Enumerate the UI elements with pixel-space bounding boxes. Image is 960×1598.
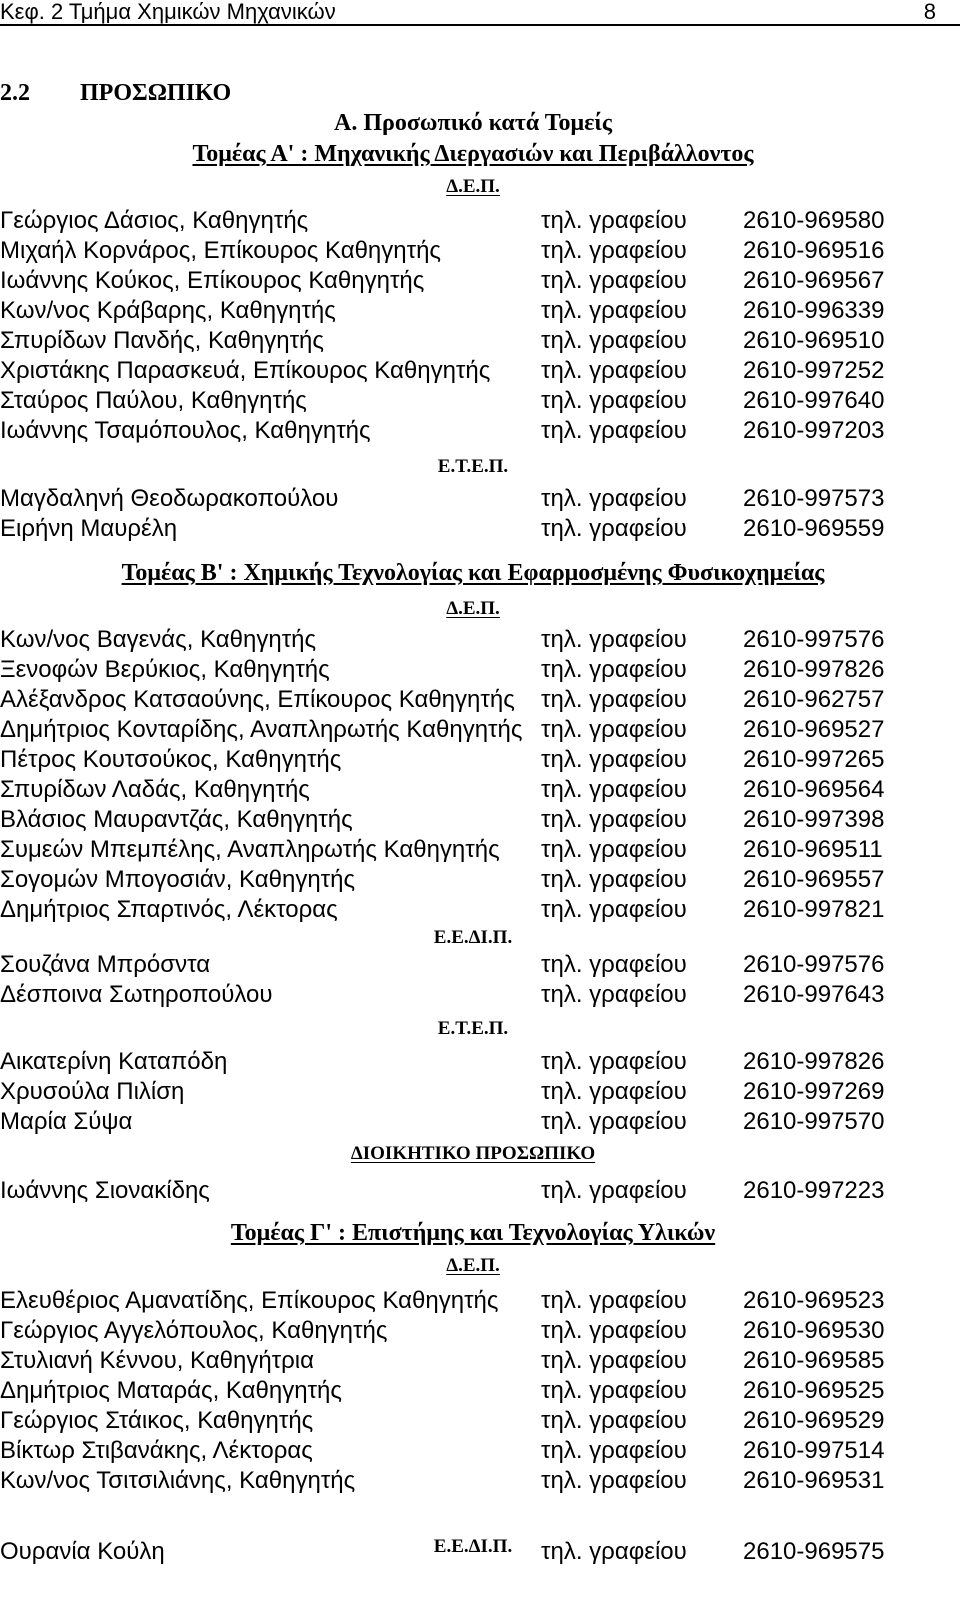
office-phone-label: τηλ. γραφείου bbox=[541, 207, 687, 234]
phone-number: 2610-997203 bbox=[743, 417, 885, 444]
staff-entry bbox=[0, 775, 900, 805]
staff-entry bbox=[0, 805, 900, 835]
phone-number: 2610-997223 bbox=[743, 1177, 885, 1204]
chapter-title: Κεφ. 2 Τμήμα Χημικών Μηχανικών bbox=[0, 0, 336, 24]
office-phone-label: τηλ. γραφείου bbox=[541, 686, 687, 713]
staff-name: Σταύρος Παύλου, Καθηγητής bbox=[0, 387, 307, 414]
phone-number: 2610-969559 bbox=[743, 515, 885, 542]
phone-number: 2610-997573 bbox=[743, 485, 885, 512]
phone-number: 2610-997576 bbox=[743, 951, 885, 978]
staff-entry bbox=[0, 950, 900, 980]
office-phone-label: τηλ. γραφείου bbox=[541, 1377, 687, 1404]
staff-name: Σογομών Μπογοσιάν, Καθηγητής bbox=[0, 866, 356, 893]
staff-name: Μαρία Σύψα bbox=[0, 1108, 133, 1135]
phone-number: 2610-997265 bbox=[743, 746, 885, 773]
office-phone-label: τηλ. γραφείου bbox=[541, 656, 687, 683]
office-phone-label: τηλ. γραφείου bbox=[541, 417, 687, 444]
staff-name: Κων/νος Βαγενάς, Καθηγητής bbox=[0, 626, 317, 653]
phone-number: 2610-969516 bbox=[743, 237, 885, 264]
staff-entry bbox=[0, 1047, 900, 1077]
phone-number: 2610-997640 bbox=[743, 387, 885, 414]
phone-number: 2610-997826 bbox=[743, 656, 885, 683]
staff-entry bbox=[0, 1316, 900, 1346]
staff-entry bbox=[0, 1376, 900, 1406]
staff-name: Σπυρίδων Λαδάς, Καθηγητής bbox=[0, 776, 310, 803]
phone-number: 2610-969580 bbox=[743, 207, 885, 234]
staff-name: Δέσποινα Σωτηροπούλου bbox=[0, 981, 273, 1008]
office-phone-label: τηλ. γραφείου bbox=[541, 1048, 687, 1075]
phone-number: 2610-969529 bbox=[743, 1407, 885, 1434]
staff-name: Χρυσούλα Πιλίση bbox=[0, 1078, 185, 1105]
phone-number: 2610-997643 bbox=[743, 981, 885, 1008]
staff-name: Ελευθέριος Αμανατίδης, Επίκουρος Καθηγητής bbox=[0, 1287, 499, 1314]
staff-entry bbox=[0, 386, 900, 416]
section-subtitle: Α. Προσωπικό κατά Τομείς bbox=[334, 110, 612, 136]
page-header bbox=[0, 0, 960, 26]
staff-entry bbox=[0, 745, 900, 775]
staff-entry bbox=[0, 1107, 900, 1137]
staff-name: Βλάσιος Μαυραντζάς, Καθηγητής bbox=[0, 806, 353, 833]
office-phone-label: τηλ. γραφείου bbox=[541, 515, 687, 542]
staff-name: Κων/νος Κράβαρης, Καθηγητής bbox=[0, 297, 336, 324]
office-phone-label: τηλ. γραφείου bbox=[541, 1437, 687, 1464]
office-phone-label: τηλ. γραφείου bbox=[541, 1287, 687, 1314]
phone-number: 2610-969564 bbox=[743, 776, 885, 803]
phone-number: 2610-997252 bbox=[743, 357, 885, 384]
phone-number: 2610-997269 bbox=[743, 1078, 885, 1105]
office-phone-label: τηλ. γραφείου bbox=[541, 951, 687, 978]
staff-name: Σπυρίδων Πανδής, Καθηγητής bbox=[0, 327, 324, 354]
staff-name: Γεώργιος Αγγελόπουλος, Καθηγητής bbox=[0, 1317, 388, 1344]
phone-number: 2610-969557 bbox=[743, 866, 885, 893]
staff-entry bbox=[0, 356, 900, 386]
sector-c-title: Τομέας Γ' : Επιστήμης και Τεχνολογίας Υλικών bbox=[230, 1220, 716, 1246]
office-phone-label: τηλ. γραφείου bbox=[541, 267, 687, 294]
staff-entry bbox=[0, 1176, 900, 1206]
staff-entry bbox=[0, 1406, 900, 1436]
staff-entry bbox=[0, 715, 900, 745]
office-phone-label: τηλ. γραφείου bbox=[541, 327, 687, 354]
phone-number: 2610-969527 bbox=[743, 716, 885, 743]
phone-number: 2610-969567 bbox=[743, 267, 885, 294]
staff-name: Αικατερίνη Καταπόδη bbox=[0, 1048, 228, 1075]
section-title: ΠΡΟΣΩΠΙΚΟ bbox=[80, 80, 232, 106]
staff-name: Πέτρος Κουτσούκος, Καθηγητής bbox=[0, 746, 342, 773]
staff-entry bbox=[0, 685, 900, 715]
phone-number: 2610-969523 bbox=[743, 1287, 885, 1314]
staff-entry bbox=[0, 326, 900, 356]
phone-number: 2610-969511 bbox=[743, 836, 883, 863]
staff-name: Στυλιανή Κέννου, Καθηγήτρια bbox=[0, 1347, 315, 1374]
office-phone-label: τηλ. γραφείου bbox=[541, 981, 687, 1008]
staff-entry bbox=[0, 1077, 900, 1107]
staff-entry bbox=[0, 514, 900, 544]
office-phone-label: τηλ. γραφείου bbox=[541, 626, 687, 653]
staff-name: Ιωάννης Σιονακίδης bbox=[0, 1177, 210, 1204]
phone-number: 2610-969525 bbox=[743, 1377, 885, 1404]
staff-entry bbox=[0, 625, 900, 655]
office-phone-label: τηλ. γραφείου bbox=[541, 1407, 687, 1434]
sector-b-title: Τομέας Β' : Χημικής Τεχνολογίας και Εφαρμοσμένης Φυσικοχημείας bbox=[121, 560, 825, 586]
staff-name: Γεώργιος Στάικος, Καθηγητής bbox=[0, 1407, 314, 1434]
staff-name: Ιωάννης Τσαμόπουλος, Καθηγητής bbox=[0, 417, 371, 444]
staff-name: Χριστάκης Παρασκευά, Επίκουρος Καθηγητής bbox=[0, 357, 491, 384]
sector-a-etep-heading: Ε.Τ.Ε.Π. bbox=[437, 456, 509, 477]
phone-number: 2610-996339 bbox=[743, 297, 885, 324]
staff-name: Δημήτριος Σπαρτινός, Λέκτορας bbox=[0, 896, 338, 923]
office-phone-label: τηλ. γραφείου bbox=[541, 1347, 687, 1374]
sector-b-eedip-heading: Ε.Ε.ΔΙ.Π. bbox=[433, 927, 513, 948]
office-phone-label: τηλ. γραφείου bbox=[541, 1317, 687, 1344]
office-phone-label: τηλ. γραφείου bbox=[541, 806, 687, 833]
staff-entry bbox=[0, 206, 900, 236]
staff-entry bbox=[0, 266, 900, 296]
sector-b-etep-heading: Ε.Τ.Ε.Π. bbox=[437, 1018, 509, 1039]
office-phone-label: τηλ. γραφείου bbox=[541, 297, 687, 324]
phone-number: 2610-997398 bbox=[743, 806, 885, 833]
office-phone-label: τηλ. γραφείου bbox=[541, 1108, 687, 1135]
staff-entry bbox=[0, 1466, 900, 1496]
phone-number: 2610-997570 bbox=[743, 1108, 885, 1135]
phone-number: 2610-997576 bbox=[743, 626, 885, 653]
staff-name: Συμεών Μπεμπέλης, Αναπληρωτής Καθηγητής bbox=[0, 836, 500, 863]
phone-number: 2610-969585 bbox=[743, 1347, 885, 1374]
staff-name: Ξενοφών Βερύκιος, Καθηγητής bbox=[0, 656, 330, 683]
office-phone-label: τηλ. γραφείου bbox=[541, 485, 687, 512]
office-phone-label: τηλ. γραφείου bbox=[541, 1538, 687, 1565]
staff-name: Ειρήνη Μαυρέλη bbox=[0, 515, 178, 542]
staff-entry bbox=[0, 980, 900, 1010]
staff-entry bbox=[0, 296, 900, 326]
phone-number: 2610-997821 bbox=[743, 896, 885, 923]
staff-entry bbox=[0, 416, 900, 446]
office-phone-label: τηλ. γραφείου bbox=[541, 1177, 687, 1204]
sector-a-dep-heading: Δ.Ε.Π. bbox=[446, 176, 500, 197]
staff-entry bbox=[0, 865, 900, 895]
section-number: 2.2 bbox=[0, 80, 30, 106]
office-phone-label: τηλ. γραφείου bbox=[541, 1467, 687, 1494]
phone-number: 2610-969531 bbox=[743, 1467, 885, 1494]
staff-name: Ιωάννης Κούκος, Επίκουρος Καθηγητής bbox=[0, 267, 425, 294]
staff-name: Βίκτωρ Στιβανάκης, Λέκτορας bbox=[0, 1437, 313, 1464]
sector-c-dep-heading: Δ.Ε.Π. bbox=[446, 1255, 500, 1276]
office-phone-label: τηλ. γραφείου bbox=[541, 1078, 687, 1105]
page-number: 8 bbox=[923, 0, 936, 24]
phone-number: 2610-997514 bbox=[743, 1437, 885, 1464]
office-phone-label: τηλ. γραφείου bbox=[541, 836, 687, 863]
sector-c-eedip-heading: Ε.Ε.ΔΙ.Π. bbox=[433, 1536, 513, 1557]
office-phone-label: τηλ. γραφείου bbox=[541, 357, 687, 384]
staff-entry bbox=[0, 484, 900, 514]
staff-name: Ουρανία Κούλη bbox=[0, 1538, 165, 1565]
staff-name: Αλέξανδρος Κατσαούνης, Επίκουρος Καθηγητής bbox=[0, 686, 515, 713]
office-phone-label: τηλ. γραφείου bbox=[541, 716, 687, 743]
office-phone-label: τηλ. γραφείου bbox=[541, 896, 687, 923]
staff-entry bbox=[0, 236, 900, 266]
office-phone-label: τηλ. γραφείου bbox=[541, 387, 687, 414]
staff-name: Σουζάνα Μπρόσντα bbox=[0, 951, 211, 978]
staff-name: Μιχαήλ Κορνάρος, Επίκουρος Καθηγητής bbox=[0, 237, 441, 264]
phone-number: 2610-962757 bbox=[743, 686, 885, 713]
staff-name: Κων/νος Τσιτσιλιάνης, Καθηγητής bbox=[0, 1467, 356, 1494]
staff-entry bbox=[0, 655, 900, 685]
phone-number: 2610-997826 bbox=[743, 1048, 885, 1075]
sector-b-admin-heading: ΔΙΟΙΚΗΤΙΚΟ ΠΡΟΣΩΠΙΚΟ bbox=[350, 1143, 596, 1164]
staff-entry bbox=[0, 1286, 900, 1316]
staff-name: Γεώργιος Δάσιος, Καθηγητής bbox=[0, 207, 309, 234]
staff-name: Μαγδαληνή Θεοδωρακοπούλου bbox=[0, 485, 339, 512]
office-phone-label: τηλ. γραφείου bbox=[541, 776, 687, 803]
office-phone-label: τηλ. γραφείου bbox=[541, 866, 687, 893]
phone-number: 2610-969510 bbox=[743, 327, 885, 354]
office-phone-label: τηλ. γραφείου bbox=[541, 746, 687, 773]
staff-entry bbox=[0, 1346, 900, 1376]
staff-entry bbox=[0, 895, 900, 925]
sector-b-dep-heading: Δ.Ε.Π. bbox=[446, 598, 500, 619]
staff-name: Δημήτριος Κονταρίδης, Αναπληρωτής Καθηγητής bbox=[0, 716, 523, 743]
sector-a-title: Τομέας Α' : Μηχανικής Διεργασιών και Περιβάλλοντος bbox=[192, 141, 754, 167]
staff-entry bbox=[0, 1436, 900, 1466]
office-phone-label: τηλ. γραφείου bbox=[541, 237, 687, 264]
staff-name: Δημήτριος Ματαράς, Καθηγητής bbox=[0, 1377, 342, 1404]
phone-number: 2610-969530 bbox=[743, 1317, 885, 1344]
phone-number: 2610-969575 bbox=[743, 1538, 885, 1565]
staff-entry bbox=[0, 835, 900, 865]
staff-entry bbox=[0, 1537, 900, 1567]
